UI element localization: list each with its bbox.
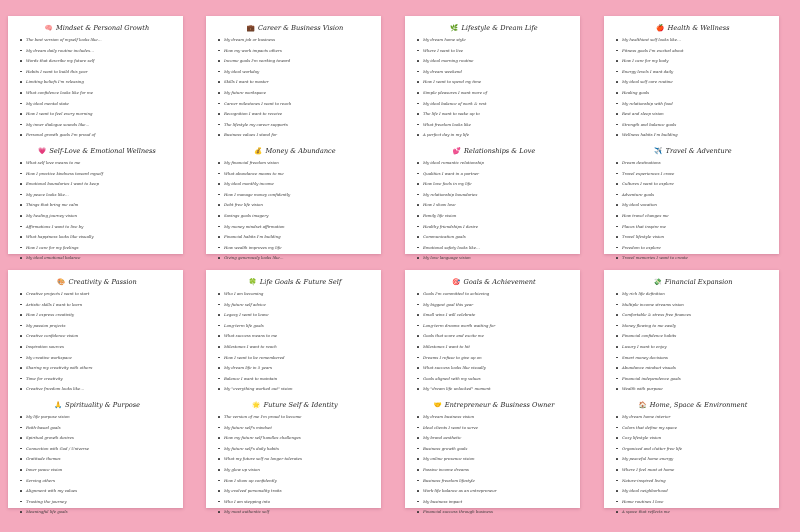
prompt-section [616, 278, 770, 398]
prompt-section [417, 147, 571, 267]
prompt-item: Savings goals imagery [218, 214, 372, 225]
section-emoji-icon: 🤝 [433, 400, 442, 409]
prompt-item: Communication goals [417, 235, 571, 246]
prompt-item: My peaceful home energy [616, 457, 770, 468]
prompt-item: My dream weekend [417, 70, 571, 81]
prompt-item: Creative projects I want to start [20, 292, 174, 303]
prompt-item: How my work impacts others [218, 49, 372, 60]
worksheet-page [604, 270, 779, 515]
prompt-item: Financial success through business [417, 510, 571, 521]
section-heading [616, 24, 770, 32]
prompt-item: My ideal romantic relationship [417, 161, 571, 172]
prompt-item: What self love means to me [20, 161, 174, 172]
section-emoji-icon: 💰 [254, 146, 263, 155]
prompt-item: My inner dialogue sounds like… [20, 123, 174, 134]
prompt-item: Goals I'm committed to achieving [417, 292, 571, 303]
prompt-section [616, 147, 770, 267]
prompt-item: My ideal workday [218, 70, 372, 81]
prompt-item: A space that reflects me [616, 510, 770, 521]
prompt-item: Adventure goals [616, 193, 770, 204]
prompt-item: Business freedom lifestyle [417, 479, 571, 490]
prompt-item: My financial freedom vision [218, 161, 372, 172]
prompt-item: Debt free life vision [218, 203, 372, 214]
worksheet-page [405, 270, 580, 515]
prompt-item: Financial habits I'm building [218, 235, 372, 246]
prompt-list [218, 161, 372, 267]
prompt-item: How I practice kindness toward myself [20, 172, 174, 183]
section-emoji-icon: 🙏 [53, 400, 63, 409]
worksheet-page [206, 270, 381, 515]
section-title: Creativity & Passion [68, 278, 137, 286]
prompt-list [20, 292, 174, 398]
prompt-item: How I show up confidently [218, 479, 372, 490]
section-title: Money & Abundance [265, 146, 336, 155]
prompt-item: Financial confidence habits [616, 334, 770, 345]
prompt-item: Dream destinations [616, 161, 770, 172]
prompt-item: Time for creativity [20, 377, 174, 388]
prompt-item: My passion projects [20, 324, 174, 335]
prompt-item: My healing journey vision [20, 214, 174, 225]
prompt-item: Who I am becoming [218, 292, 372, 303]
prompt-list [417, 415, 571, 521]
prompt-item: My relationship boundaries [417, 193, 571, 204]
section-emoji-icon: ✈️ [654, 146, 663, 155]
prompt-item: Healthy friendships I desire [417, 225, 571, 236]
prompt-item: How I want to feel every morning [20, 112, 174, 123]
prompt-list [616, 292, 770, 398]
prompt-list [20, 161, 174, 267]
section-heading [20, 401, 174, 409]
prompt-item: What happiness looks like visually [20, 235, 174, 246]
prompt-item: My glow up vision [218, 468, 372, 479]
prompt-item: Long-term life goals [218, 324, 372, 335]
prompt-item: My ideal mental state [20, 102, 174, 113]
section-heading [218, 147, 372, 155]
section-heading [20, 24, 174, 32]
prompt-item: Nature-inspired living [616, 479, 770, 490]
section-emoji-icon: 🎯 [452, 278, 461, 286]
prompt-item: My ideal monthly income [218, 182, 372, 193]
section-emoji-icon: 💕 [452, 146, 461, 155]
section-emoji-icon: 🌟 [252, 400, 261, 409]
prompt-item: Limiting beliefs I'm releasing [20, 80, 174, 91]
prompt-item: How I want to spend my time [417, 80, 571, 91]
prompt-section [20, 24, 174, 144]
prompt-item: Meaningful life goals [20, 510, 174, 521]
prompt-list [616, 38, 770, 144]
prompt-section [218, 24, 372, 144]
section-title: Self-Love & Emotional Wellness [49, 146, 156, 155]
prompt-item: My relationship with food [616, 102, 770, 113]
prompt-item: Cozy lifestyle vision [616, 436, 770, 447]
prompt-section [20, 401, 174, 521]
prompt-item: Gratitude themes [20, 457, 174, 468]
prompt-item: How my future self handles challenges [218, 436, 372, 447]
prompt-item: My love language vision [417, 256, 571, 267]
section-title: Goals & Achievement [463, 278, 536, 286]
section-emoji-icon: 🌿 [450, 24, 459, 32]
prompt-section [218, 278, 372, 398]
section-heading [218, 278, 372, 286]
prompt-item: Rest and sleep vision [616, 112, 770, 123]
prompt-item: Passive income dreams [417, 468, 571, 479]
prompt-section [417, 401, 571, 521]
prompt-item: A perfect day in my life [417, 133, 571, 144]
prompt-item: Money flowing to me easily [616, 324, 770, 335]
prompt-item: Business values I stand for [218, 133, 372, 144]
prompt-item: Words that describe my future self [20, 59, 174, 70]
section-heading [417, 147, 571, 155]
prompt-item: How love feels in my life [417, 182, 571, 193]
prompt-section [417, 278, 571, 398]
prompt-item: My dream daily routine includes… [20, 49, 174, 60]
prompt-item: Strength and balance goals [616, 123, 770, 134]
prompt-item: Healing goals [616, 91, 770, 102]
prompt-item: Comfortable & stress free finances [616, 313, 770, 324]
prompt-item: Artistic skills I want to learn [20, 303, 174, 314]
prompt-item: Financial independence goals [616, 377, 770, 388]
prompt-item: My ideal balance of work & rest [417, 102, 571, 113]
prompt-item: Alignment with my values [20, 489, 174, 500]
prompt-item: The life I want to wake up to [417, 112, 571, 123]
prompt-item: Dreams I refuse to give up on [417, 356, 571, 367]
prompt-item: How I care for my body [616, 59, 770, 70]
prompt-item: My ideal neighborhood [616, 489, 770, 500]
prompt-item: Freedom to explore [616, 246, 770, 257]
prompt-item: Spiritual growth desires [20, 436, 174, 447]
worksheet-page [604, 16, 779, 261]
section-title: Mindset & Personal Growth [56, 24, 150, 32]
prompt-item: My life purpose vision [20, 415, 174, 426]
prompt-item: How I express creativity [20, 313, 174, 324]
prompt-item: Creative freedom looks like… [20, 387, 174, 398]
prompt-list [616, 161, 770, 267]
prompt-item: Travel experiences I crave [616, 172, 770, 183]
prompt-item: My dream job or business [218, 38, 372, 49]
prompt-item: Affirmations I want to live by [20, 225, 174, 236]
prompt-item: Balance I want to maintain [218, 377, 372, 388]
section-heading [218, 24, 372, 32]
prompt-list [218, 415, 372, 521]
section-title: Spirituality & Purpose [65, 400, 141, 409]
prompt-item: How wealth improves my life [218, 246, 372, 257]
prompt-item: Where I feel most at home [616, 468, 770, 479]
prompt-item: Multiple income streams vision [616, 303, 770, 314]
prompt-list [218, 38, 372, 144]
worksheet-page [8, 16, 183, 261]
prompt-item: My future self's daily habits [218, 447, 372, 458]
prompt-item: Legacy I want to leave [218, 313, 372, 324]
prompt-item: Small wins I will celebrate [417, 313, 571, 324]
section-heading [218, 401, 372, 409]
prompt-item: Trusting the journey [20, 500, 174, 511]
prompt-section [218, 401, 372, 521]
prompt-item: My money mindset affirmation [218, 225, 372, 236]
prompt-item: Cultures I want to explore [616, 182, 770, 193]
prompt-item: Where I want to live [417, 49, 571, 60]
prompt-section [20, 147, 174, 267]
prompt-item: Goals aligned with my values [417, 377, 571, 388]
section-emoji-icon: 🧠 [44, 24, 54, 32]
prompt-item: Habits I want to build this year [20, 70, 174, 81]
prompt-item: Who I am stepping into [218, 500, 372, 511]
prompt-item: My most authentic self [218, 510, 372, 521]
prompt-list [20, 415, 174, 521]
prompt-item: Serving others [20, 479, 174, 490]
prompt-section [616, 401, 770, 521]
prompt-item: Family life vision [417, 214, 571, 225]
prompt-item: What confidence looks like for me [20, 91, 174, 102]
section-heading [417, 278, 571, 286]
prompt-item: Recognition I want to receive [218, 112, 372, 123]
prompt-item: Sharing my creativity with others [20, 366, 174, 377]
prompt-item: Personal growth goals I'm proud of [20, 133, 174, 144]
prompt-item: Faith-based goals [20, 426, 174, 437]
prompt-item: The version of me I'm proud to become [218, 415, 372, 426]
prompt-item: My brand aesthetic [417, 436, 571, 447]
prompt-item: How I want to be remembered [218, 356, 372, 367]
prompt-item: Home routines I love [616, 500, 770, 511]
prompt-item: Giving generously looks like… [218, 256, 372, 267]
prompt-item: The lifestyle my career supports [218, 123, 372, 134]
section-emoji-icon: 🍀 [248, 278, 257, 286]
section-title: Future Self & Identity [263, 400, 338, 409]
section-title: Lifestyle & Dream Life [461, 24, 538, 32]
section-heading [417, 24, 571, 32]
prompt-section [616, 24, 770, 144]
prompt-item: Fitness goals I'm excited about [616, 49, 770, 60]
prompt-item: My ideal vacation [616, 203, 770, 214]
section-heading [616, 401, 770, 409]
prompt-item: What abundance means to me [218, 172, 372, 183]
prompt-item: Long-term dreams worth waiting for [417, 324, 571, 335]
prompt-list [417, 161, 571, 267]
prompt-item: Goals that scare and excite me [417, 334, 571, 345]
prompt-item: My biggest goal this year [417, 303, 571, 314]
prompt-item: Abundance mindset visuals [616, 366, 770, 377]
prompt-item: Inspiration sources [20, 345, 174, 356]
section-heading [616, 147, 770, 155]
prompt-item: Energy levels I want daily [616, 70, 770, 81]
section-title: Home, Space & Environment [649, 400, 748, 409]
prompt-item: My online presence vision [417, 457, 571, 468]
prompt-item: Things that bring me calm [20, 203, 174, 214]
worksheet-page [405, 16, 580, 261]
prompt-list [218, 292, 372, 398]
prompt-item: My future self advice [218, 303, 372, 314]
prompt-item: Creative confidence vision [20, 334, 174, 345]
prompt-item: Wellness habits I'm building [616, 133, 770, 144]
prompt-item: Career milestones I want to reach [218, 102, 372, 113]
section-title: Travel & Adventure [665, 146, 732, 155]
prompt-item: Smart money decisions [616, 356, 770, 367]
prompt-item: Business growth goals [417, 447, 571, 458]
prompt-item: How I care for my feelings [20, 246, 174, 257]
worksheet-page [8, 270, 183, 515]
prompt-item: My ideal emotional balance [20, 256, 174, 267]
prompt-item: My evolved personality traits [218, 489, 372, 500]
section-emoji-icon: 💗 [38, 146, 47, 155]
prompt-item: My dream life in 5 years [218, 366, 372, 377]
section-title: Life Goals & Future Self [259, 278, 342, 286]
prompt-list [417, 38, 571, 144]
prompt-item: Places that inspire me [616, 225, 770, 236]
prompt-item: Travel memories I want to create [616, 256, 770, 267]
section-title: Relationships & Love [463, 146, 536, 155]
prompt-item: How I show love [417, 203, 571, 214]
prompt-item: How travel changes me [616, 214, 770, 225]
prompt-section [218, 147, 372, 267]
prompt-item: What freedom looks like [417, 123, 571, 134]
prompt-item: Colors that define my space [616, 426, 770, 437]
section-title: Health & Wellness [667, 24, 730, 32]
section-title: Entrepreneur & Business Owner [444, 400, 555, 409]
worksheet-page [206, 16, 381, 261]
prompt-item: My peace looks like… [20, 193, 174, 204]
prompt-item: Milestones I want to hit [417, 345, 571, 356]
prompt-item: Wealth with purpose [616, 387, 770, 398]
prompt-item: My future self's mindset [218, 426, 372, 437]
section-emoji-icon: 🏠 [638, 400, 647, 409]
prompt-item: Ideal clients I want to serve [417, 426, 571, 437]
prompt-item: My future workspace [218, 91, 372, 102]
prompt-item: My dream home interior [616, 415, 770, 426]
prompt-list [20, 38, 174, 144]
section-emoji-icon: 💸 [653, 278, 662, 286]
prompt-item: Connection with God / Universe [20, 447, 174, 458]
prompt-item: My "everything worked out" vision [218, 387, 372, 398]
prompt-item: My dream business vision [417, 415, 571, 426]
prompt-item: What success looks like visually [417, 366, 571, 377]
section-emoji-icon: 🍎 [656, 24, 665, 32]
prompt-section [20, 278, 174, 398]
prompt-item: Skills I want to master [218, 80, 372, 91]
prompt-item: My healthiest self looks like… [616, 38, 770, 49]
prompt-list [616, 415, 770, 521]
prompt-item: Organized and clutter free life [616, 447, 770, 458]
section-emoji-icon: 🎨 [57, 278, 66, 286]
prompt-list [417, 292, 571, 398]
prompt-section [417, 24, 571, 144]
prompt-item: My rich life definition [616, 292, 770, 303]
prompt-item: My ideal self care routine [616, 80, 770, 91]
prompt-item: Travel lifestyle vision [616, 235, 770, 246]
prompt-item: Luxury I want to enjoy [616, 345, 770, 356]
prompt-item: Work-life balance as an entrepreneur [417, 489, 571, 500]
prompt-item: My creative workspace [20, 356, 174, 367]
section-heading [616, 278, 770, 286]
prompt-item: My "dream life unlocked" moment [417, 387, 571, 398]
section-heading [20, 278, 174, 286]
prompt-item: The best version of myself looks like… [20, 38, 174, 49]
prompt-item: Qualities I want in a partner [417, 172, 571, 183]
prompt-item: My dream home style [417, 38, 571, 49]
prompt-item: Emotional safety looks like… [417, 246, 571, 257]
section-heading [417, 401, 571, 409]
prompt-item: What success means to me [218, 334, 372, 345]
prompt-item: Milestones I want to reach [218, 345, 372, 356]
section-title: Career & Business Vision [258, 24, 344, 32]
prompt-item: Emotional boundaries I want to keep [20, 182, 174, 193]
section-title: Financial Expansion [664, 278, 733, 286]
prompt-item: Income goals I'm working toward [218, 59, 372, 70]
prompt-item: Inner peace vision [20, 468, 174, 479]
section-emoji-icon: 💼 [246, 24, 255, 32]
section-heading [20, 147, 174, 155]
prompt-item: How I manage money confidently [218, 193, 372, 204]
prompt-item: My ideal morning routine [417, 59, 571, 70]
prompt-item: What my future self no longer tolerates [218, 457, 372, 468]
prompt-item: Simple pleasures I want more of [417, 91, 571, 102]
prompt-item: My business impact [417, 500, 571, 511]
